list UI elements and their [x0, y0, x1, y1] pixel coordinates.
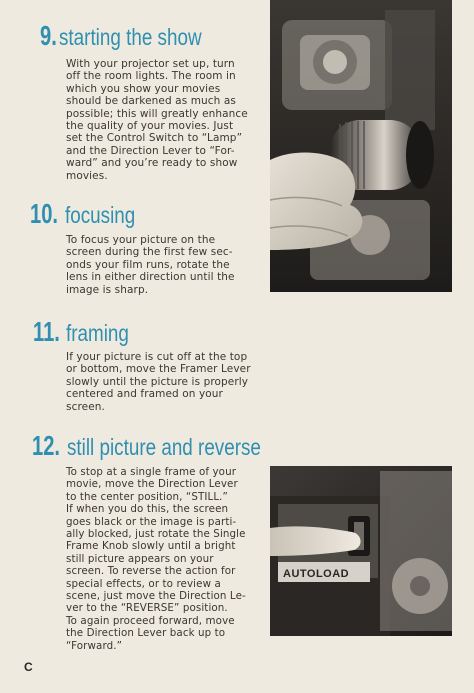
body-line: still picture appears on your: [66, 552, 214, 565]
body-line: movies.: [66, 169, 108, 182]
body-line: set the Control Switch to “Lamp”: [66, 132, 243, 145]
body-line: should be darkened as much as: [66, 95, 236, 108]
section-12-body: [66, 466, 246, 652]
body-line: To focus your picture on the: [66, 234, 216, 246]
body-line: screen. To reverse the action for: [66, 565, 236, 578]
body-line: To again proceed forward, move: [66, 614, 235, 627]
section-9-heading: [40, 20, 233, 52]
section-11-heading: [33, 316, 143, 348]
projector-knob-illustration: [270, 466, 452, 636]
body-line: slowly until the picture is properly: [66, 375, 249, 388]
body-line: screen during the first few sec-: [66, 246, 233, 259]
body-line: centered and framed on your: [66, 388, 223, 401]
body-line: goes black or the image is parti-: [66, 515, 237, 528]
projector-lens-photo: [270, 0, 452, 292]
section-title: focusing: [64, 202, 136, 228]
section-number: 9.: [40, 20, 57, 51]
section-10-body: [66, 234, 235, 296]
body-line: With your projector set up, turn: [66, 58, 235, 70]
projector-knob-photo: [270, 466, 452, 636]
page-number: C: [24, 660, 33, 674]
body-line: scene, just move the Direction Le-: [66, 590, 246, 603]
section-title: framing: [66, 320, 130, 346]
body-line: to the center position, “STILL.”: [66, 490, 228, 503]
body-line: possible; this will greatly enhance: [66, 107, 248, 120]
section-11-body: [66, 351, 251, 413]
body-line: lens in either direction until the: [66, 271, 235, 284]
body-line: ver to the “REVERSE” position.: [66, 602, 228, 615]
section-10-heading: [30, 198, 151, 230]
body-line: and the Direction Lever to “For-: [66, 144, 235, 157]
section-9-body: [66, 58, 248, 182]
body-line: “Forward.”: [66, 639, 123, 652]
body-line: special effects, or to review a: [66, 577, 221, 590]
body-line: Frame Knob slowly until a bright: [66, 540, 236, 553]
section-12-heading: [32, 430, 303, 462]
body-line: If your picture is cut off at the top: [66, 351, 248, 363]
section-title: still picture and reverse: [66, 434, 261, 460]
body-line: movie, move the Direction Lever: [66, 478, 238, 491]
body-line: onds your film runs, rotate the: [66, 258, 230, 271]
body-line: off the room lights. The room in: [66, 70, 236, 83]
body-line: image is sharp.: [66, 283, 149, 296]
section-number: 12.: [32, 430, 61, 461]
body-line: the quality of your movies. Just: [66, 120, 234, 133]
body-line: If when you do this, the screen: [66, 503, 229, 516]
body-line: or bottom, move the Framer Lever: [66, 363, 251, 376]
body-line: ward” and you’re ready to show: [66, 157, 238, 170]
body-line: screen.: [66, 400, 105, 413]
body-line: which you show your movies: [66, 82, 221, 95]
section-title: starting the show: [59, 24, 202, 50]
body-line: ally blocked, just rotate the Single: [66, 528, 246, 541]
section-number: 11.: [33, 316, 60, 347]
autoload-label: AUTOLOAD: [283, 568, 350, 580]
body-line: To stop at a single frame of your: [66, 466, 237, 478]
body-line: the Direction Lever back up to: [66, 627, 226, 640]
projector-lens-illustration: [270, 0, 452, 292]
section-number: 10.: [30, 198, 59, 229]
